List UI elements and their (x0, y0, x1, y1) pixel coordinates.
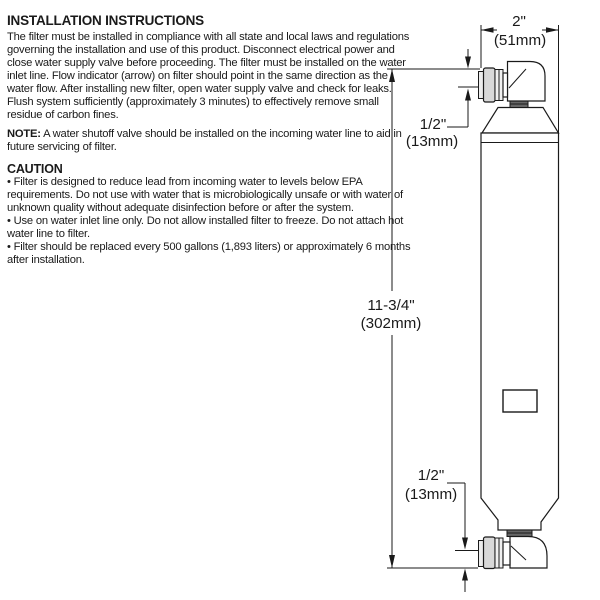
quick-connect-ring (484, 68, 496, 102)
dim-width-inches: 2" (512, 13, 526, 30)
elbow-body (510, 537, 547, 569)
dim-height-mm: (302mm) (360, 315, 422, 332)
caution-heading: CAUTION (7, 162, 63, 176)
elbow-body (508, 62, 546, 102)
note-label: NOTE: (7, 128, 41, 140)
installation-body: The filter must be installed in compliance with all state and local laws and regulations governing the installation and use of this product. Disconnect electrical power and close water supply valve before proceeding. The filter must be installed on the water inlet line. Flow indicator (arrow) on filter should point in the same direction as the water flow. After installing new filter, open water supply valve and check for leaks. Flush system sufficiently (approximately 3 minutes) to effectively remove small residue of carbon fines. (7, 31, 410, 121)
caution-item: • Use on water inlet line only. Do not allow installed filter to freeze. Do not attach hot water line to filter. (7, 215, 404, 240)
arrow-up-icon (389, 69, 395, 82)
filter-body (481, 108, 559, 531)
caution-item: • Filter is designed to reduce lead from incoming water to levels below EPA requirements. Do not use with water that is microbiologically unsafe or with water of unknown quality without adequate disinfection before or after the system. (7, 176, 403, 214)
dim-height-inches: 11-3/4" (367, 297, 415, 314)
note-text: A water shutoff valve should be installed on the incoming water line to aid in future servicing of filter. (7, 128, 402, 153)
dim-width-mm: (51mm) (493, 32, 547, 49)
arrow-down-icon (465, 57, 471, 69)
filter-top-cap (482, 108, 559, 134)
bottom-elbow-fitting (479, 530, 548, 569)
dim-top-port-inches: 1/2" (419, 116, 447, 133)
dim-top-port-mm: (13mm) (405, 133, 459, 150)
filter-label-rect (503, 390, 537, 412)
dimension-bottom-port (405, 467, 478, 592)
quick-connect-ring (484, 537, 496, 569)
arrow-down-icon (389, 555, 395, 568)
dim-bottom-port-inches: 1/2" (417, 467, 445, 484)
quick-connect-stem (503, 542, 510, 565)
installation-heading: INSTALLATION INSTRUCTIONS (7, 13, 204, 28)
arrow-left-icon (481, 27, 494, 33)
quick-connect-collet (479, 541, 484, 567)
quick-connect-collet (479, 72, 484, 99)
arrow-up-icon (465, 89, 471, 101)
arrow-down-icon (462, 538, 468, 550)
dimension-top-port (406, 49, 478, 150)
arrow-up-icon (462, 569, 468, 581)
filter-housing (481, 133, 559, 530)
top-elbow-fitting (479, 62, 546, 108)
caution-item: • Filter should be replaced every 500 gallons (1,893 liters) or approximately 6 months after installation. (7, 241, 411, 266)
dim-bottom-port-mm: (13mm) (404, 486, 458, 503)
arrow-right-icon (546, 27, 559, 33)
quick-connect-stem (503, 73, 508, 97)
